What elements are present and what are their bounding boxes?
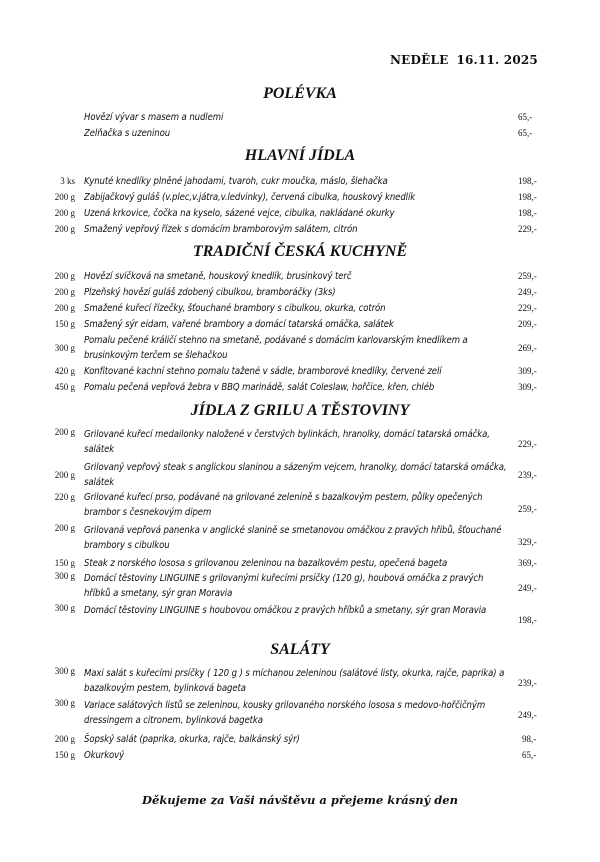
item-quantity: 200 g [54,734,75,744]
item-price: 329,- [518,537,537,547]
item-price: 269,- [518,343,537,353]
item-price: 198,- [518,208,537,218]
item-price: 98,- [522,734,537,744]
item-price: 65,- [522,750,537,760]
item-name: Konfitované kachní stehno pomalu tažené v sádle, bramborové knedlíky, červené zelí [84,366,442,377]
item-name: Šopský salát (paprika, okurka, rajče, balkánský sýr) [84,734,300,745]
menu-date [390,53,538,67]
item-price: 229,- [518,303,537,313]
item-name: Uzená krkovice, čočka na kyselo, sázené vejce, cibulka, nakládané okurky [84,208,395,219]
item-name: Hovězí vývar s masem a nudlemi [84,112,224,123]
section-heading-hlavni-jidla: HLAVNÍ JÍDLA [244,147,356,164]
item-price: 209,- [518,319,537,329]
item-price: 198,- [518,176,537,186]
item-quantity: 200 g [54,470,75,480]
item-name: Pomalu pečená vepřová žebra v BBQ marinádě, salát Coleslaw, hořčice, křen, chléb [84,382,435,393]
section-heading-tradicni-ceska-kuchyne: TRADIČNÍ ČESKÁ KUCHYNĚ [192,243,408,260]
item-quantity: 200 g [54,523,75,533]
item-name: Smažený sýr eidam, vařené brambory a domácí tatarská omáčka, salátek [84,319,394,330]
item-name: Kynuté knedlíky plněné jahodami, tvaroh, cukr moučka, máslo, šlehačka [84,176,388,187]
item-quantity: 300 g [54,343,75,353]
item-price: 259,- [518,271,537,281]
day-name: NEDĚLE [390,53,449,67]
item-price: 309,- [518,366,537,376]
item-name: Grilované kuřecí prso, podávané na grilované zelenině s bazalkovým pestem, půlky opečených brambor s česnekovým dipem [84,492,483,518]
item-name: Grilované kuřecí medailonky naložené v čerstvých bylinkách, hranolky, domácí tatarská omáčka, salátek [84,429,490,455]
item-name: Variace salátových listů se zeleninou, kousky grilovaného norského lososa s medovo-hořčičným dressingem a citronem, bylinková bagetka [84,700,486,726]
item-name: Grilovaný vepřový steak s anglickou slaninou a sázeným vejcem, hranolky, domácí tatarská omáčka, salátek [84,462,507,488]
item-name: Smažený vepřový řízek s domácím bramborovým salátem, citrón [84,224,358,235]
item-quantity: 300 g [54,666,75,676]
item-quantity: 300 g [54,698,75,708]
item-quantity: 200 g [54,271,75,281]
item-price: 229,- [518,224,537,234]
item-price: 249,- [518,710,537,720]
footer-thanks: Děkujeme za Vaši návštěvu a přejeme krásný den [142,793,458,807]
item-name: Zelňačka s uzeninou [84,128,171,139]
item-quantity: 300 g [54,603,75,613]
item-quantity: 200 g [54,208,75,218]
item-quantity: 3 ks [60,176,75,186]
item-name: Smažené kuřecí řízečky, šťouchané brambory s cibulkou, okurka, cotrón [84,303,386,314]
item-quantity: 220 g [54,492,75,502]
item-price: 239,- [518,470,537,480]
item-name: Plzeňský hovězí guláš zdobený cibulkou, bramboráčky (3ks) [84,287,336,298]
item-quantity: 200 g [54,427,75,437]
item-name: Steak z norského lososa s grilovanou zeleninou na bazalkovém pestu, opečená bageta [84,558,448,569]
item-name: Maxi salát s kuřecími prsíčky ( 120 g ) s míchanou zeleninou (salátové listy, okurka, rajče, paprika) a bazalkovým pestem, bylinková bageta [84,668,505,694]
item-name: Domácí těstoviny LINGUINE s grilovanými kuřecími prsíčky (120 g), houbová omáčka z pravých hříbků a smetany, sýr gran Moravia [84,573,484,599]
item-price: 229,- [518,439,537,449]
item-price: 198,- [518,615,537,625]
item-name: Grilovaná vepřová panenka v anglické slanině se smetanovou omáčkou z pravých hřibů, šťouchané brambory s cibulkou [84,525,502,551]
item-quantity: 150 g [54,750,75,760]
item-quantity: 420 g [54,366,75,376]
item-price: 249,- [518,583,537,593]
item-price: 369,- [518,558,537,568]
item-price: 65,- [518,112,533,122]
section-heading-jidla-z-grilu: JÍDLA Z GRILU A TĚSTOVINY [190,402,410,419]
item-quantity: 200 g [54,303,75,313]
item-quantity: 150 g [54,319,75,329]
item-name: Pomalu pečené králičí stehno na smetaně, podávané s domácím karlovarským knedlíkem a brusinkovým terčem se šlehačkou [84,335,468,361]
item-quantity: 200 g [54,192,75,202]
item-quantity: 300 g [54,571,75,581]
item-quantity: 200 g [54,287,75,297]
item-price: 249,- [518,287,537,297]
item-price: 309,- [518,382,537,392]
item-name: Zabijačkový guláš (v.plec,v.játra,v.ledvinky), červená cibulka, houskový knedlík [84,192,416,203]
item-name: Domácí těstoviny LINGUINE s houbovou omáčkou z pravých hříbků a smetany, sýr gran Moravia [84,605,487,616]
section-heading-polevka: POLÉVKA [263,85,337,102]
item-quantity: 200 g [54,224,75,234]
item-quantity: 150 g [54,558,75,568]
item-price: 259,- [518,504,537,514]
item-price: 239,- [518,678,537,688]
item-price: 65,- [518,128,533,138]
date-value: 16.11. 2025 [456,53,538,67]
section-heading-salaty: SALÁTY [270,641,330,658]
item-price: 198,- [518,192,537,202]
item-quantity: 450 g [54,382,75,392]
item-name: Hovězí svíčková na smetaně, houskový knedlík, brusinkový terč [84,271,352,282]
item-name: Okurkový [84,750,125,761]
